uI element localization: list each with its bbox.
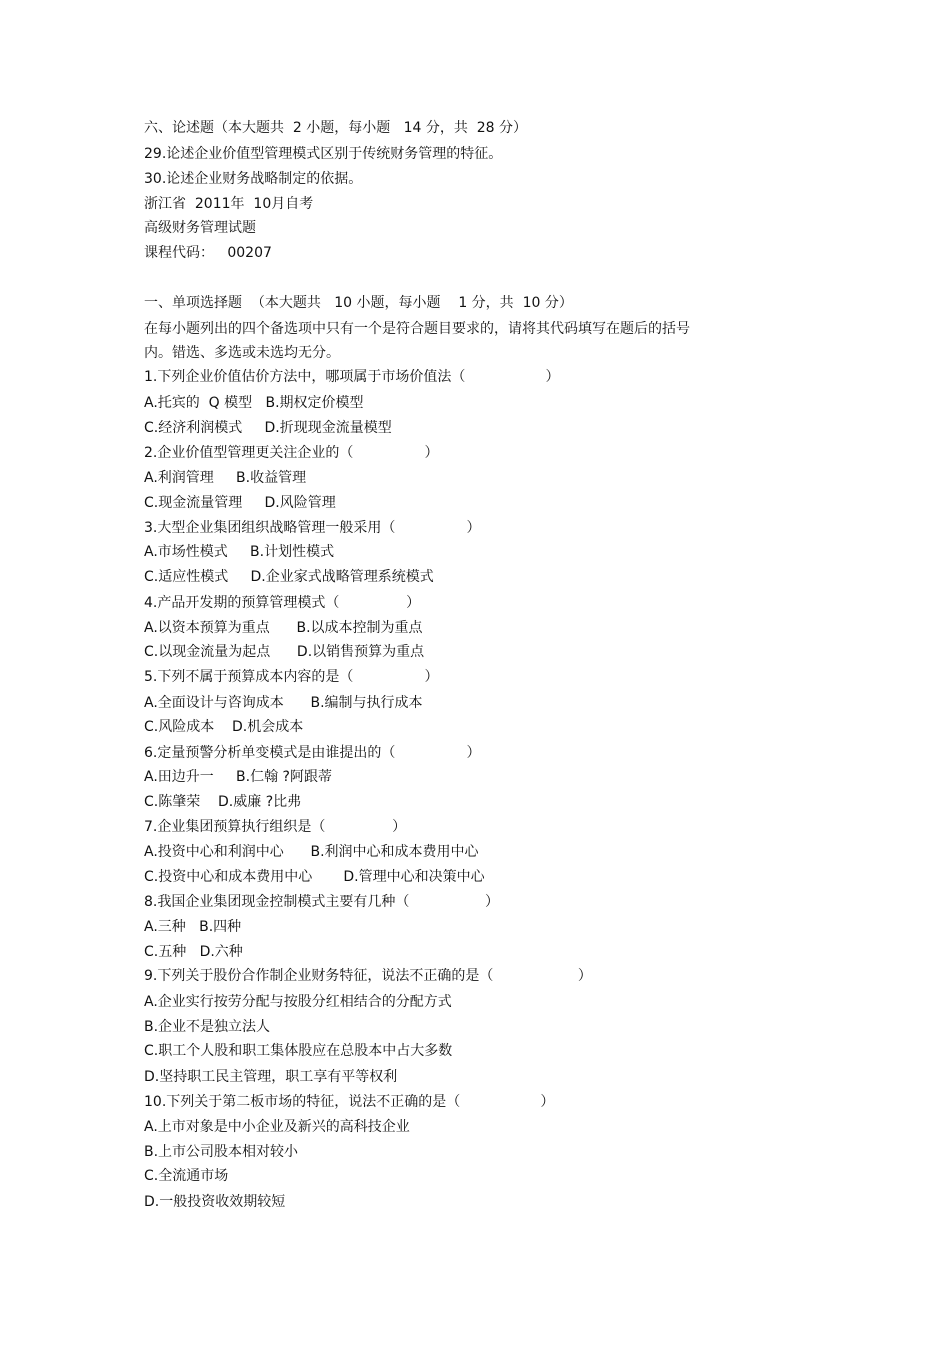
question-10-stem: 10.下列关于第二板市场的特征，说法不正确的是（ ） xyxy=(144,1094,555,1110)
instruction-line-2: 内。错选、多选或未选均无分。 xyxy=(144,345,340,361)
question-10-option-c: C.全流通市场 xyxy=(144,1168,229,1184)
question-29: 29.论述企业价值型管理模式区别于传统财务管理的特征。 xyxy=(144,146,503,162)
question-10-option-d: D.一般投资收效期较短 xyxy=(144,1194,286,1210)
essay-section-heading: 六、论述题（本大题共 2 小题，每小题 14 分，共 28 分） xyxy=(144,120,528,136)
question-8-options-ab: A.三种 B.四种 xyxy=(144,919,242,935)
instruction-line-1: 在每小题列出的四个备选项中只有一个是符合题目要求的，请将其代码填写在题后的括号 xyxy=(144,321,690,337)
question-9-option-d: D.坚持职工民主管理，职工享有平等权利 xyxy=(144,1069,398,1085)
question-9-stem: 9.下列关于股份合作制企业财务特征，说法不正确的是（ ） xyxy=(144,968,592,984)
question-9-option-a: A.企业实行按劳分配与按股分红相结合的分配方式 xyxy=(144,994,452,1010)
question-5-stem: 5.下列不属于预算成本内容的是（ ） xyxy=(144,669,439,685)
question-2-stem: 2.企业价值型管理更关注企业的（ ） xyxy=(144,445,439,461)
question-10-option-b: B.上市公司股本相对较小 xyxy=(144,1144,299,1160)
question-2-options-cd: C.现金流量管理 D.风险管理 xyxy=(144,495,336,511)
question-8-options-cd: C.五种 D.六种 xyxy=(144,944,243,960)
question-6-options-ab: A.田边升一 B.仁翰 ?阿跟蒂 xyxy=(144,769,332,785)
single-choice-heading: 一、单项选择题 （本大题共 10 小题，每小题 1 分，共 10 分） xyxy=(144,295,573,311)
question-1-stem: 1.下列企业价值估价方法中，哪项属于市场价值法（ ） xyxy=(144,369,560,385)
question-5-options-cd: C.风险成本 D.机会成本 xyxy=(144,719,304,735)
question-6-options-cd: C.陈肇荣 D.威廉 ?比弗 xyxy=(144,794,302,810)
question-4-options-cd: C.以现金流量为起点 D.以销售预算为重点 xyxy=(144,644,425,660)
question-9-option-c: C.职工个人股和职工集体股应在总股本中占大多数 xyxy=(144,1043,453,1059)
question-3-options-cd: C.适应性模式 D.企业家式战略管理系统模式 xyxy=(144,569,434,585)
question-7-stem: 7.企业集团预算执行组织是（ ） xyxy=(144,819,407,835)
question-1-options-cd: C.经济利润模式 D.折现现金流量模型 xyxy=(144,420,392,436)
question-3-options-ab: A.市场性模式 B.计划性模式 xyxy=(144,544,335,560)
question-2-options-ab: A.利润管理 B.收益管理 xyxy=(144,470,307,486)
question-8-stem: 8.我国企业集团现金控制模式主要有几种（ ） xyxy=(144,894,500,910)
question-4-options-ab: A.以资本预算为重点 B.以成本控制为重点 xyxy=(144,620,423,636)
question-7-options-ab: A.投资中心和利润中心 B.利润中心和成本费用中心 xyxy=(144,844,479,860)
question-6-stem: 6.定量预警分析单变模式是由谁提出的（ ） xyxy=(144,745,481,761)
course-code: 课程代码： 00207 xyxy=(144,245,272,261)
question-5-options-ab: A.全面设计与咨询成本 B.编制与执行成本 xyxy=(144,695,423,711)
question-9-option-b: B.企业不是独立法人 xyxy=(144,1019,271,1035)
question-1-options-ab: A.托宾的 Q 模型 B.期权定价模型 xyxy=(144,395,364,411)
question-10-option-a: A.上市对象是中小企业及新兴的高科技企业 xyxy=(144,1119,410,1135)
question-7-options-cd: C.投资中心和成本费用中心 D.管理中心和决策中心 xyxy=(144,869,485,885)
question-30: 30.论述企业财务战略制定的依据。 xyxy=(144,171,363,187)
question-4-stem: 4.产品开发期的预算管理模式（ ） xyxy=(144,595,421,611)
exam-title: 高级财务管理试题 xyxy=(144,220,256,236)
exam-province-date: 浙江省 2011年 10月自考 xyxy=(144,196,314,212)
question-3-stem: 3.大型企业集团组织战略管理一般采用（ ） xyxy=(144,520,481,536)
